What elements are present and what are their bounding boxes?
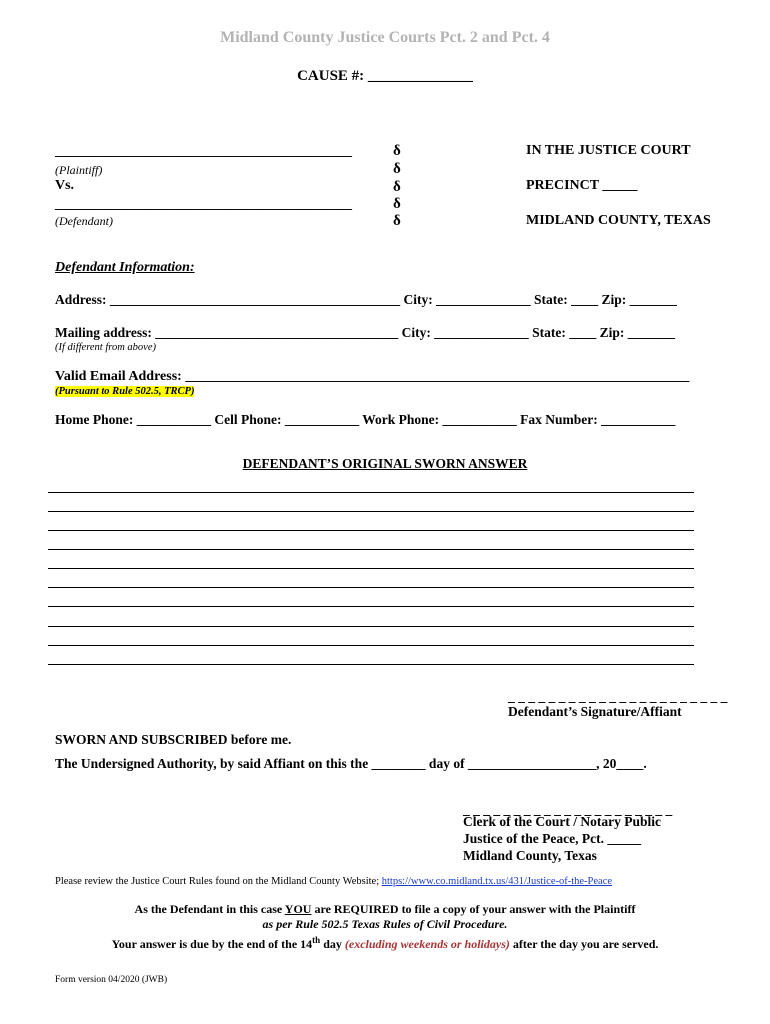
- versus-label: Vs.: [55, 178, 75, 193]
- answer-line[interactable]: [48, 645, 694, 646]
- signature-label: Defendant’s Signature/Affiant: [508, 704, 682, 719]
- requirement-text: Your answer is due by the end of the 14: [111, 937, 313, 951]
- rules-link[interactable]: https://www.co.midland.tx.us/431/Justice-of-the-Peace: [381, 876, 613, 887]
- rules-notice: [55, 876, 612, 887]
- clerk-title: Clerk of the Court / Notary Public: [463, 814, 661, 829]
- answer-line[interactable]: [48, 492, 694, 493]
- section-symbol: δ: [393, 213, 401, 229]
- affiant-date-field[interactable]: The Undersigned Authority, by said Affiant on this the ________ day of ___________________, 20____.: [55, 756, 647, 771]
- answer-title: DEFENDANT’S ORIGINAL SWORN ANSWER: [242, 456, 528, 471]
- answer-line[interactable]: [48, 549, 694, 550]
- requirement-text: As the Defendant in this case: [134, 902, 285, 916]
- mailing-note: (If different from above): [55, 342, 156, 353]
- section-symbol: δ: [393, 161, 401, 177]
- excluding-note: (excluding weekends or holidays): [344, 937, 510, 951]
- requirement-text: are REQUIRED to file a copy of your answer with the Plaintiff: [311, 902, 636, 916]
- plaintiff-line[interactable]: ____________________________________________: [55, 143, 352, 158]
- court-header-title: Midland County Justice Courts Pct. 2 and Pct. 4: [220, 29, 550, 46]
- section-symbol: δ: [393, 179, 401, 195]
- requirement-line-3: [0, 935, 770, 952]
- defendant-info-heading: Defendant Information:: [55, 260, 195, 275]
- clerk-signature-line[interactable]: _ _ _ _ _ _ _ _ _ _ _ _ _ _ _ _ _ _ _ _ _: [463, 802, 673, 817]
- requirement-text: after the day you are served.: [509, 937, 659, 951]
- mailing-address-field[interactable]: Mailing address: ____________________________________ City: ______________ State: ____ Zip: _______: [55, 325, 675, 340]
- section-symbol: δ: [393, 143, 401, 159]
- county-state: MIDLAND COUNTY, TEXAS: [526, 213, 711, 228]
- court-name: IN THE JUSTICE COURT: [526, 143, 691, 158]
- section-symbol: δ: [393, 196, 401, 212]
- email-field[interactable]: Valid Email Address: ________________________________________________________________________: [55, 369, 690, 384]
- defendant-line[interactable]: ____________________________________________: [55, 196, 352, 211]
- answer-line[interactable]: [48, 530, 694, 531]
- precinct-field[interactable]: PRECINCT _____: [526, 178, 638, 193]
- answer-line[interactable]: [48, 568, 694, 569]
- email-rule-note: (Pursuant to Rule 502.5, TRCP): [55, 386, 195, 397]
- clerk-precinct-field[interactable]: Justice of the Peace, Pct. _____: [463, 831, 642, 846]
- requirement-line-2: as per Rule 502.5 Texas Rules of Civil Procedure.: [262, 917, 508, 931]
- answer-line[interactable]: [48, 664, 694, 665]
- defendant-label: (Defendant): [55, 214, 113, 228]
- requirement-line-1: [0, 902, 770, 917]
- answer-line[interactable]: [48, 626, 694, 627]
- signature-line[interactable]: _ _ _ _ _ _ _ _ _ _ _ _ _ _ _ _ _ _ _ _ _ _: [508, 689, 728, 704]
- answer-line[interactable]: [48, 606, 694, 607]
- sworn-statement: SWORN AND SUBSCRIBED before me.: [55, 732, 292, 747]
- ordinal-suffix: th: [312, 935, 321, 945]
- answer-line[interactable]: [48, 587, 694, 588]
- requirement-you: YOU: [284, 902, 312, 916]
- form-version: Form version 04/2020 (JWB): [55, 975, 168, 985]
- requirement-text: day: [320, 937, 345, 951]
- answer-line[interactable]: [48, 511, 694, 512]
- rules-notice-text: Please review the Justice Court Rules found on the Midland County Website;: [55, 876, 382, 887]
- plaintiff-label: (Plaintiff): [55, 163, 103, 177]
- clerk-county: Midland County, Texas: [463, 848, 597, 863]
- phone-numbers-field[interactable]: Home Phone: ___________ Cell Phone: ___________ Work Phone: ___________ Fax Number: ___________: [55, 412, 676, 427]
- cause-number: CAUSE #: ______________: [297, 68, 473, 84]
- address-field[interactable]: Address: ___________________________________________ City: ______________ State: ____ Zip: _______: [55, 292, 677, 307]
